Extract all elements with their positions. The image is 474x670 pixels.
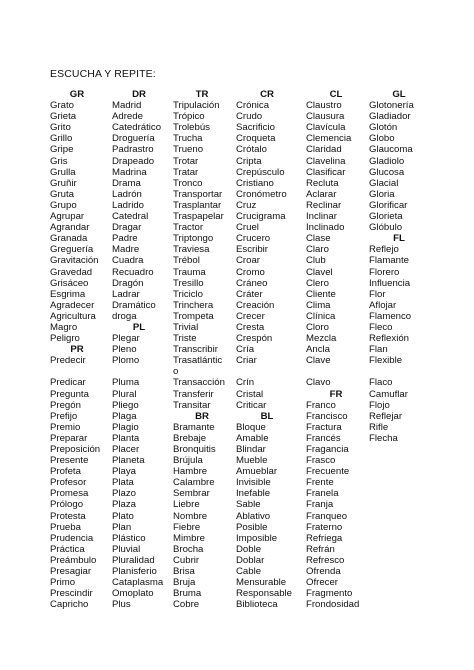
word-item: Doblar — [236, 554, 265, 566]
word-item: Trueno — [173, 144, 204, 156]
word-item: Cable — [236, 566, 262, 578]
section-heading: GL — [392, 89, 406, 100]
word-item: Ofrenda — [306, 566, 341, 578]
section-heading: PR — [70, 344, 84, 356]
word-item: Plural — [112, 388, 137, 400]
word-item: Catedrático — [112, 122, 162, 134]
word-item: Greguería — [50, 244, 94, 256]
word-item: Clemencia — [306, 133, 352, 145]
word-item: Crespón — [236, 333, 273, 345]
word-item: Plaza — [112, 499, 136, 511]
word-item: Mezcla — [306, 333, 337, 345]
word-item: Franja — [306, 499, 334, 511]
word-item: Práctica — [50, 543, 85, 555]
word-item: Pleno — [112, 344, 137, 356]
word-item: Criticar — [236, 399, 267, 411]
word-item: Padre — [112, 233, 138, 245]
word-item: Globo — [369, 133, 395, 145]
word-item: Transcribir — [173, 344, 218, 356]
word-item: Inclinar — [306, 211, 337, 223]
word-item: Pliego — [112, 399, 139, 411]
word-item: Plazo — [112, 488, 136, 500]
word-item: Grieta — [50, 111, 77, 123]
word-item: Fiebre — [173, 521, 201, 533]
word-item: Adrede — [112, 111, 143, 123]
word-item: Plata — [112, 477, 134, 489]
word-item: Franco — [306, 399, 336, 411]
word-item: Prólogo — [50, 499, 84, 511]
word-item: Profesor — [50, 477, 87, 489]
word-item: Planeta — [112, 455, 145, 467]
word-item: Preámbulo — [50, 554, 97, 566]
word-item: Flor — [369, 288, 386, 300]
section-heading: CR — [260, 89, 274, 100]
word-item: Trotar — [173, 155, 199, 167]
word-item: Reflexión — [369, 333, 409, 345]
section-heading: FR — [329, 388, 343, 400]
word-item: Flojo — [369, 399, 390, 411]
word-item: Cruel — [236, 222, 259, 234]
word-column-cr-bl — [236, 89, 298, 610]
word-item: Glorificar — [369, 199, 408, 211]
word-item: Gruta — [50, 188, 74, 200]
word-item: Madre — [112, 244, 140, 256]
word-item: Presente — [50, 455, 89, 467]
word-item: Clavo — [306, 377, 331, 389]
word-item: Aclarar — [306, 188, 337, 200]
word-item: Trompeta — [173, 310, 214, 322]
word-item: Crudo — [236, 111, 263, 123]
word-item: Planisferio — [112, 566, 157, 578]
word-item: Agrandar — [50, 222, 90, 234]
word-item: Doble — [236, 543, 262, 555]
word-item: Crucigrama — [236, 211, 286, 223]
word-item: Liebre — [173, 499, 200, 511]
word-item: Triste — [173, 333, 197, 345]
word-item: Cruz — [236, 199, 257, 211]
word-item: Trasplantar — [173, 199, 222, 211]
word-item: Clavícula — [306, 122, 346, 134]
word-item: Inefable — [236, 488, 271, 500]
word-item: Frondosidad — [306, 599, 360, 611]
word-item: Pregón — [50, 399, 81, 411]
word-item: Prefijo — [50, 410, 78, 422]
word-item: Transacción — [173, 377, 225, 389]
word-item: Biblioteca — [236, 599, 278, 611]
word-item: Cuadra — [112, 255, 144, 267]
word-item: Gruñir — [50, 177, 77, 189]
word-column-gl-fl — [369, 89, 429, 444]
word-item: Trasatlántic — [173, 355, 223, 367]
word-item: Trucha — [173, 133, 203, 145]
word-item: Capricho — [50, 599, 89, 611]
word-item: Inclinado — [306, 222, 345, 234]
word-item: Bruja — [173, 577, 196, 589]
word-item: Plegar — [112, 333, 140, 345]
word-item: Clima — [306, 299, 331, 311]
word-item: Glotonería — [369, 100, 414, 112]
word-item: Sembrar — [173, 488, 210, 500]
word-item: Frasco — [306, 455, 336, 467]
word-item: Pluma — [112, 377, 140, 389]
word-item: Trivial — [173, 321, 199, 333]
word-item: Promesa — [50, 488, 89, 500]
word-item: Crónica — [236, 100, 270, 112]
word-item: Protesta — [50, 510, 86, 522]
word-item: Cripta — [236, 155, 262, 167]
word-item: Prescindir — [50, 588, 93, 600]
word-item: Pregunta — [50, 388, 89, 400]
word-item: Glóbulo — [369, 222, 403, 234]
word-item: Sable — [236, 499, 261, 511]
word-item: Madrina — [112, 166, 147, 178]
word-item: Cráter — [236, 288, 263, 300]
word-item: Glotón — [369, 122, 398, 134]
word-item: Grillo — [50, 133, 73, 145]
blank-line — [112, 366, 166, 377]
word-item: Dragar — [112, 222, 142, 234]
word-item: Plato — [112, 510, 134, 522]
word-item: Traspapelar — [173, 211, 224, 223]
word-item: Clínica — [306, 310, 336, 322]
word-item: Flamante — [369, 255, 409, 267]
word-item: Croar — [236, 255, 260, 267]
word-item: Tronco — [173, 177, 203, 189]
word-item: Crucero — [236, 233, 271, 245]
word-item: Bruma — [173, 588, 202, 600]
word-item: Cloro — [306, 321, 329, 333]
word-column-cl-fr — [306, 89, 366, 610]
word-item: Reflejo — [369, 244, 399, 256]
word-item: Criar — [236, 355, 257, 367]
word-item: Peligro — [50, 333, 80, 345]
word-item: Tratar — [173, 166, 199, 178]
word-item: Responsable — [236, 588, 293, 600]
word-item: Grisáceo — [50, 277, 89, 289]
word-item: Bloque — [236, 421, 266, 433]
word-item: Escribir — [236, 244, 268, 256]
word-item: Recluta — [306, 177, 339, 189]
word-item: Dragón — [112, 277, 144, 289]
blank-line — [369, 366, 429, 377]
word-item: Cristiano — [236, 177, 274, 189]
word-item: Plaga — [112, 410, 137, 422]
word-item: Omoplato — [112, 588, 154, 600]
word-item: Clase — [306, 233, 331, 245]
word-item: Recuadro — [112, 266, 154, 278]
word-item: Trébol — [173, 255, 200, 267]
word-item: Amueblar — [236, 466, 278, 478]
word-item: Cliente — [306, 288, 336, 300]
word-item: Playa — [112, 466, 136, 478]
word-item: Pluvial — [112, 543, 141, 555]
word-item: Gripe — [50, 144, 74, 156]
section-heading: TR — [195, 89, 209, 100]
word-item: Aflojar — [369, 299, 397, 311]
word-item: Mensurable — [236, 577, 287, 589]
word-item: Clavel — [306, 266, 333, 278]
word-item: Cresta — [236, 321, 265, 333]
word-item: Cataplasma — [112, 577, 164, 589]
word-item: Traviesa — [173, 244, 210, 256]
word-item: Posible — [236, 521, 268, 533]
word-item: Reflejar — [369, 410, 403, 422]
word-item: Mimbre — [173, 532, 205, 544]
section-heading: BR — [195, 410, 209, 422]
word-item: Franqueo — [306, 510, 348, 522]
word-item: Triptongo — [173, 233, 214, 245]
word-item: Placer — [112, 444, 140, 455]
word-item: Gloria — [369, 188, 395, 200]
word-item: droga — [112, 310, 137, 322]
word-item: Brújula — [173, 455, 203, 467]
word-item: Prudencia — [50, 532, 94, 544]
word-item: Ladrar — [112, 288, 140, 300]
word-item: Plagio — [112, 421, 139, 433]
word-item: Flamenco — [369, 310, 412, 322]
word-item: Predecir — [50, 355, 86, 367]
word-item: Brisa — [173, 566, 195, 578]
word-item: Catedral — [112, 211, 149, 223]
word-item: Premio — [50, 421, 81, 433]
word-item: Clero — [306, 277, 329, 289]
word-item: Clasificar — [306, 166, 346, 178]
word-item: Claro — [306, 244, 329, 256]
word-item: Glorieta — [369, 211, 403, 223]
blank-line — [50, 366, 104, 377]
word-item: Glacial — [369, 177, 399, 189]
word-item: Gravitación — [50, 255, 99, 267]
word-item: Cubrir — [173, 554, 200, 566]
word-item: Fraterno — [306, 521, 343, 533]
word-item: Influencia — [369, 277, 411, 289]
word-item: Plan — [112, 521, 132, 533]
word-item: Brebaje — [173, 432, 207, 444]
word-item: Tresillo — [173, 277, 204, 289]
word-item: Rifle — [369, 421, 389, 433]
word-item: Crecer — [236, 310, 265, 322]
word-item: Gris — [50, 155, 68, 167]
word-item: Magro — [50, 321, 78, 333]
word-item: Imposible — [236, 532, 278, 544]
word-item: Brocha — [173, 543, 204, 555]
word-item: Clavelina — [306, 155, 346, 167]
word-item: Prueba — [50, 521, 81, 533]
word-item: Trinchera — [173, 299, 214, 311]
word-item: Flecha — [369, 432, 398, 444]
word-item: Fragancia — [306, 444, 349, 455]
word-item: Hambre — [173, 466, 208, 478]
word-item: Glucosa — [369, 166, 405, 178]
word-item: Crepúsculo — [236, 166, 285, 178]
word-item: Grulla — [50, 166, 76, 178]
word-column-tr-br — [173, 89, 231, 610]
section-heading: CL — [329, 89, 343, 100]
word-column-dr-pl — [112, 89, 166, 610]
word-item: Grito — [50, 122, 71, 134]
blank-line — [306, 366, 366, 377]
section-heading: GR — [69, 89, 85, 100]
word-item: Transferir — [173, 388, 214, 400]
word-item: Transitar — [173, 399, 211, 411]
word-item: Sacrificio — [236, 122, 275, 134]
word-item: Francés — [306, 432, 341, 444]
word-item: Flaco — [369, 377, 393, 389]
word-item: Claustro — [306, 100, 342, 112]
word-item: Presagiar — [50, 566, 92, 578]
word-item: Tractor — [173, 222, 204, 234]
word-item: Triciclo — [173, 288, 204, 300]
word-item: Creación — [236, 299, 275, 311]
word-item: Dramático — [112, 299, 156, 311]
word-item: Reclinar — [306, 199, 342, 211]
word-item: Mueble — [236, 455, 268, 467]
word-item: Fragmento — [306, 588, 353, 600]
word-item: Preposición — [50, 444, 101, 455]
word-item: Cría — [236, 344, 255, 356]
word-item: Camuflar — [369, 388, 408, 400]
word-item: Grato — [50, 100, 74, 112]
word-item: Gladiolo — [369, 155, 405, 167]
word-item: Trauma — [173, 266, 206, 278]
word-item: Refriega — [306, 532, 343, 544]
section-heading: DR — [132, 89, 146, 100]
word-item: Flexible — [369, 355, 403, 367]
word-item: Frecuente — [306, 466, 350, 478]
word-item: Club — [306, 255, 326, 267]
word-item: Refrán — [306, 543, 335, 555]
word-item: Clausura — [306, 111, 345, 123]
word-item: Ladrón — [112, 188, 142, 200]
word-item: Cristal — [236, 388, 264, 400]
word-item: Esgrima — [50, 288, 86, 300]
word-item: Trópico — [173, 111, 205, 123]
word-item: Blindar — [236, 444, 266, 455]
word-item: Crótalo — [236, 144, 267, 156]
word-item: Drama — [112, 177, 141, 189]
word-item: Ladrido — [112, 199, 145, 211]
word-item: Gravedad — [50, 266, 93, 278]
word-item: Transportar — [173, 188, 223, 200]
word-item: Agrupar — [50, 211, 85, 223]
page-title: ESCUCHA Y REPITE: — [50, 68, 156, 80]
blank-line — [236, 366, 298, 377]
word-item: Cromo — [236, 266, 265, 278]
word-item: Preparar — [50, 432, 88, 444]
word-item: Madrid — [112, 100, 142, 112]
section-heading: BL — [260, 410, 274, 422]
word-item: Calambre — [173, 477, 215, 489]
word-item: Invisible — [236, 477, 271, 489]
word-item: Glaucoma — [369, 144, 413, 156]
word-column-gr-pr — [50, 89, 104, 610]
word-item: Agradecer — [50, 299, 95, 311]
word-item: Drapeado — [112, 155, 155, 167]
word-item: Plus — [112, 599, 131, 611]
word-item: Francisco — [306, 410, 348, 422]
word-item: Frente — [306, 477, 334, 489]
word-item: Fractura — [306, 421, 342, 433]
word-item: Ofrecer — [306, 577, 338, 589]
word-item: Cobre — [173, 599, 200, 611]
word-item: Cráneo — [236, 277, 268, 289]
word-item: Bronquitis — [173, 444, 216, 455]
word-item: Predicar — [50, 377, 86, 389]
word-item: Agricultura — [50, 310, 96, 322]
word-item: Padrastro — [112, 144, 154, 156]
word-item: Profeta — [50, 466, 81, 478]
word-item: Primo — [50, 577, 76, 589]
word-item: o — [173, 366, 179, 378]
word-item: Fleco — [369, 321, 393, 333]
word-item: Tripulación — [173, 100, 220, 112]
word-item: Trolebús — [173, 122, 210, 134]
word-item: Claridad — [306, 144, 342, 156]
word-item: Planta — [112, 432, 140, 444]
section-heading: FL — [393, 233, 405, 245]
word-item: Clave — [306, 355, 331, 367]
section-heading: PL — [132, 321, 146, 333]
word-item: Plomo — [112, 355, 140, 367]
word-item: Ancla — [306, 344, 330, 356]
word-item: Plástico — [112, 532, 146, 544]
word-item: Gladiador — [369, 111, 411, 123]
word-item: Flan — [369, 344, 388, 356]
word-item: Ablativo — [236, 510, 271, 522]
word-item: Crín — [236, 377, 255, 389]
word-item: Droguería — [112, 133, 155, 145]
word-item: Nombre — [173, 510, 208, 522]
word-item: Franela — [306, 488, 339, 500]
word-item: Grupo — [50, 199, 77, 211]
word-item: Bramante — [173, 421, 215, 433]
word-item: Amable — [236, 432, 269, 444]
word-item: Croqueta — [236, 133, 276, 145]
word-item: Florero — [369, 266, 400, 278]
word-item: Refresco — [306, 554, 345, 566]
word-item: Cronómetro — [236, 188, 287, 200]
word-item: Pluralidad — [112, 554, 155, 566]
word-item: Granada — [50, 233, 88, 245]
